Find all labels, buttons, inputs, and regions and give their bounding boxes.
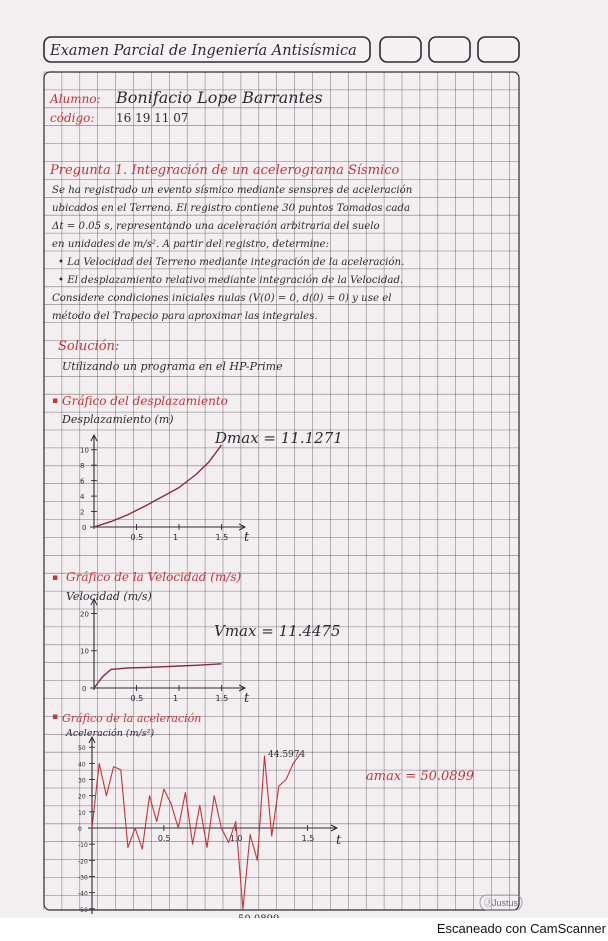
displacement-annotation: Dmax = 11.1271 bbox=[215, 429, 343, 447]
displacement-ylabel: Desplazamiento (m) bbox=[62, 413, 174, 426]
question-line: Se ha registrado un evento sísmico mediante sensores de aceleración bbox=[52, 185, 413, 196]
footer-bar bbox=[0, 918, 608, 941]
watermark-icon: Ⓙ bbox=[484, 898, 494, 908]
solution-label: Solución: bbox=[58, 339, 120, 354]
student-code: 16 19 11 07 bbox=[116, 111, 189, 125]
x-tick-label: 0.5 bbox=[130, 533, 144, 542]
acceleration-annotation: amax = 50.0899 bbox=[366, 769, 475, 784]
displacement-heading: Gráfico del desplazamiento bbox=[62, 394, 228, 408]
x-axis-label: t bbox=[244, 530, 250, 545]
bullet-icon: ▪ bbox=[52, 396, 59, 406]
score-box-2 bbox=[429, 37, 470, 62]
score-box-1 bbox=[380, 37, 421, 62]
x-tick-label: 1 bbox=[173, 694, 179, 703]
camscanner-footer: Escaneado con CamScanner bbox=[436, 921, 606, 936]
y-tick-label: -40 bbox=[78, 890, 88, 898]
y-tick-label: -10 bbox=[78, 842, 88, 850]
x-tick-label: 1.5 bbox=[301, 834, 315, 843]
y-tick-label: 20 bbox=[80, 610, 89, 619]
exam-title: Examen Parcial de Ingeniería Antisísmica bbox=[50, 43, 357, 59]
question-line: método del Trapecio para aproximar las integrales. bbox=[52, 311, 318, 322]
y-tick-label: 10 bbox=[80, 446, 89, 455]
y-tick-label: 50 bbox=[78, 745, 86, 753]
y-tick-label: 8 bbox=[80, 462, 85, 471]
y-tick-label: -30 bbox=[78, 874, 88, 882]
watermark-text: Justus bbox=[492, 898, 519, 908]
y-tick-label: 0 bbox=[82, 685, 87, 693]
x-axis-label: t bbox=[336, 833, 342, 848]
y-tick-label: 4 bbox=[80, 493, 85, 502]
y-tick-label: 0 bbox=[78, 826, 82, 833]
y-tick-label: 30 bbox=[78, 777, 86, 785]
velocity-annotation: Vmax = 11.4475 bbox=[214, 622, 341, 640]
y-tick-label: 2 bbox=[80, 508, 85, 517]
x-tick-label: 1.0 bbox=[229, 834, 243, 843]
student-name-label: Alumno: bbox=[50, 92, 101, 106]
y-tick-label: 0 bbox=[82, 524, 87, 532]
acceleration-ylabel: Aceleración (m/s²) bbox=[66, 728, 155, 739]
question-line: Δt = 0.05 s, representando una aceleración arbitraria del suelo bbox=[52, 221, 380, 232]
x-tick-label: 0.5 bbox=[157, 834, 171, 843]
score-box-3 bbox=[478, 37, 519, 62]
x-tick-label: 0.5 bbox=[130, 694, 144, 703]
velocity-heading: Gráfico de la Velocidad (m/s) bbox=[66, 570, 242, 584]
y-tick-label: -20 bbox=[78, 858, 88, 866]
acceleration-heading: Gráfico de la aceleración bbox=[62, 712, 202, 725]
bullet-icon: ▪ bbox=[52, 712, 59, 722]
question-line: Considere condiciones iniciales nulas (V(0) = 0, d(0) = 0) y use el bbox=[52, 293, 392, 304]
y-tick-label: 40 bbox=[78, 761, 86, 769]
y-tick-label: 6 bbox=[80, 477, 85, 486]
question-title: Pregunta 1. Integración de un acelerograma Sísmico bbox=[50, 163, 400, 178]
x-axis-label: t bbox=[244, 691, 250, 706]
x-tick-label: 1 bbox=[173, 533, 179, 542]
y-tick-label: -50 bbox=[78, 906, 88, 914]
x-tick-label: 1.5 bbox=[215, 533, 229, 542]
question-line: en unidades de m/s². A partir del registro, determine: bbox=[52, 239, 330, 250]
acceleration-peak-label: 44.5974 bbox=[268, 750, 306, 760]
student-code-label: código: bbox=[50, 111, 95, 125]
question-line: • El desplazamiento relativo mediante integración de la Velocidad. bbox=[58, 275, 404, 286]
y-tick-label: 20 bbox=[78, 793, 86, 801]
x-tick-label: 1.5 bbox=[215, 694, 229, 703]
question-line: • La Velocidad del Terreno mediante integración de la aceleración. bbox=[58, 257, 405, 268]
question-line: ubicados en el Terreno. El registro contiene 30 puntos Tomados cada bbox=[52, 203, 411, 214]
y-tick-label: 10 bbox=[80, 647, 89, 656]
bullet-icon: ▪ bbox=[52, 573, 59, 583]
justus-watermark bbox=[480, 895, 522, 910]
y-tick-label: 10 bbox=[78, 809, 86, 817]
solution-text: Utilizando un programa en el HP-Prime bbox=[62, 360, 283, 373]
student-name: Bonifacio Lope Barrantes bbox=[116, 88, 323, 107]
velocity-ylabel: Velocidad (m/s) bbox=[66, 590, 152, 603]
